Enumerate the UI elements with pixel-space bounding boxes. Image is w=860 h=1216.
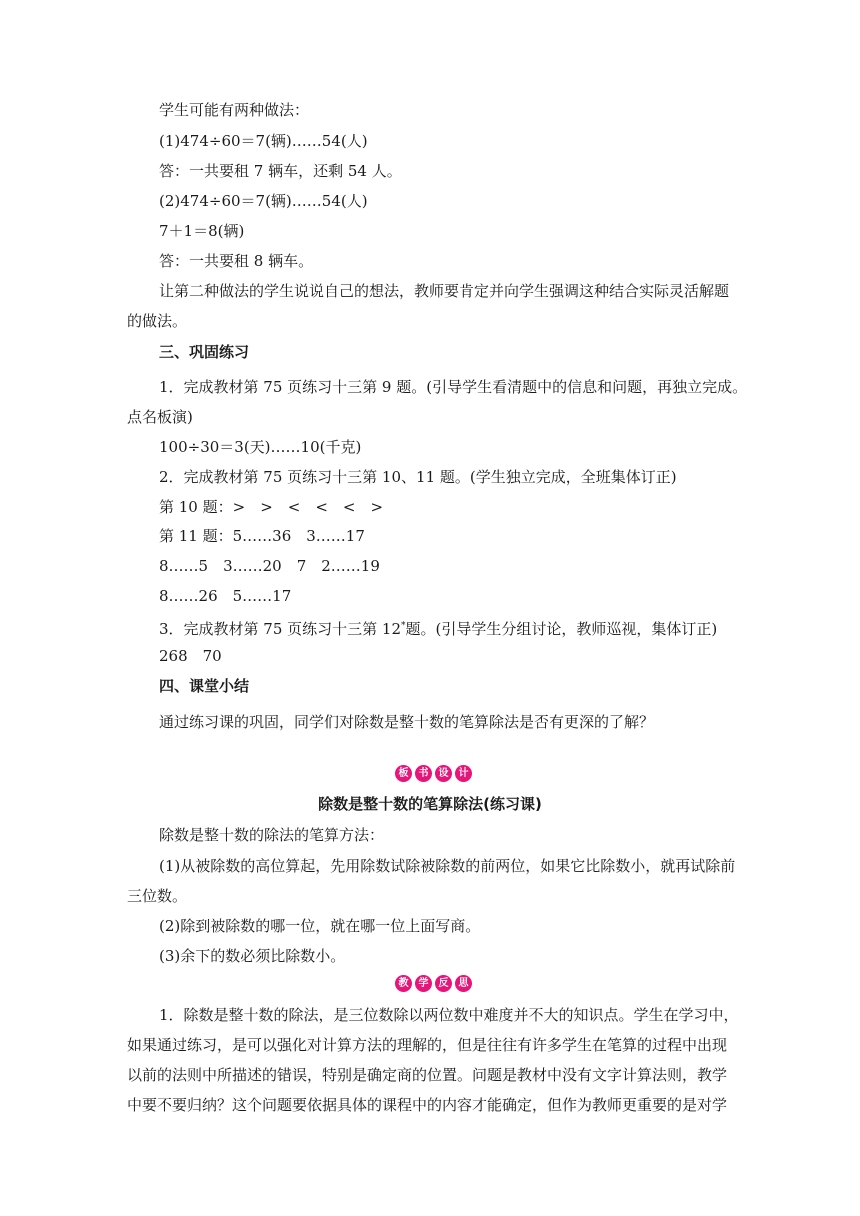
section-4-text: 通过练习课的巩固，同学们对除数是整十数的笔算除法是否有更深的了解？ <box>159 713 655 731</box>
badge-char: 学 <box>415 975 432 992</box>
method2-calc: (2)474÷60＝7(辆)……54(人) <box>159 192 368 210</box>
exercise-3-text-before: 3．完成教材第 75 页练习十三第 12 <box>159 620 402 638</box>
board-design-badge <box>395 765 472 782</box>
board-rule-1-line-2: 三位数。 <box>127 887 188 905</box>
exercise-2-q11-row-1: 第 11 题：5……36 3……17 <box>159 527 365 545</box>
exercise-1-line-1: 1．完成教材第 75 页练习十三第 9 题。(引导学生看清题中的信息和问题，再独立完成。 <box>159 378 748 396</box>
reflection-line-4: 中要不要归纳？这个问题要依据具体的课程中的内容才能确定，但作为教师更重要的是对学 <box>127 1096 728 1114</box>
section-3-heading: 三、巩固练习 <box>159 343 250 361</box>
board-rule-2: (2)除到被除数的哪一位，就在哪一位上面写商。 <box>159 917 481 935</box>
reflection-line-1: 1．除数是整十数的除法，是三位数除以两位数中难度并不大的知识点。学生在学习中， <box>159 1006 739 1024</box>
exercise-1-answer: 100÷30＝3(天)……10(千克) <box>159 438 362 456</box>
board-rule-3: (3)余下的数必须比除数小。 <box>159 947 346 965</box>
method2-step: 7＋1＝8(辆) <box>159 222 245 240</box>
section-4-heading: 四、课堂小结 <box>159 677 250 695</box>
exercise-3-text-after: 题。(引导学生分组讨论，教师巡视，集体订正) <box>405 620 718 638</box>
method1-answer: 答：一共要租 7 辆车，还剩 54 人。 <box>159 162 402 180</box>
exercise-3-answer: 268 70 <box>159 647 222 665</box>
badge-char: 反 <box>435 975 452 992</box>
badge-char: 计 <box>455 765 472 782</box>
board-rule-1-line-1: (1)从被除数的高位算起，先用除数试除被除数的前两位，如果它比除数小，就再试除前 <box>159 857 736 875</box>
method1-calc: (1)474÷60＝7(辆)……54(人) <box>159 132 368 150</box>
badge-char: 设 <box>435 765 452 782</box>
exercise-2-line: 2．完成教材第 75 页练习十三第 10、11 题。(学生独立完成，全班集体订正) <box>159 468 677 486</box>
board-title: 除数是整十数的笔算除法(练习课) <box>318 795 542 813</box>
exercise-1-line-2: 点名板演) <box>127 408 193 426</box>
exercise-2-q11-row-2: 8……5 3……20 7 2……19 <box>159 557 380 575</box>
exercise-2-q10: 第 10 题：> > < < < > <box>159 498 384 516</box>
exercise-2-q11-row-3: 8……26 5……17 <box>159 587 292 605</box>
discussion-line-1: 让第二种做法的学生说说自己的想法，教师要肯定并向学生强调这种结合实际灵活解题 <box>159 282 730 300</box>
exercise-3-star: * <box>401 621 406 631</box>
badge-char: 书 <box>415 765 432 782</box>
methods-intro: 学生可能有两种做法： <box>159 101 310 119</box>
badge-char: 思 <box>455 975 472 992</box>
exercise-3-line <box>159 616 717 639</box>
badge-char: 教 <box>395 975 412 992</box>
board-intro: 除数是整十数的除法的笔算方法： <box>159 826 385 844</box>
reflection-line-3: 以前的法则中所描述的错误，特别是确定商的位置。问题是教材中没有文字计算法则，教学 <box>127 1066 728 1084</box>
method2-answer: 答：一共要租 8 辆车。 <box>159 252 314 270</box>
reflection-line-2: 如果通过练习，是可以强化对计算方法的理解的，但是往往有许多学生在笔算的过程中出现 <box>127 1036 728 1054</box>
badge-char: 板 <box>395 765 412 782</box>
discussion-line-2: 的做法。 <box>127 312 188 330</box>
teaching-reflection-badge <box>395 975 472 992</box>
